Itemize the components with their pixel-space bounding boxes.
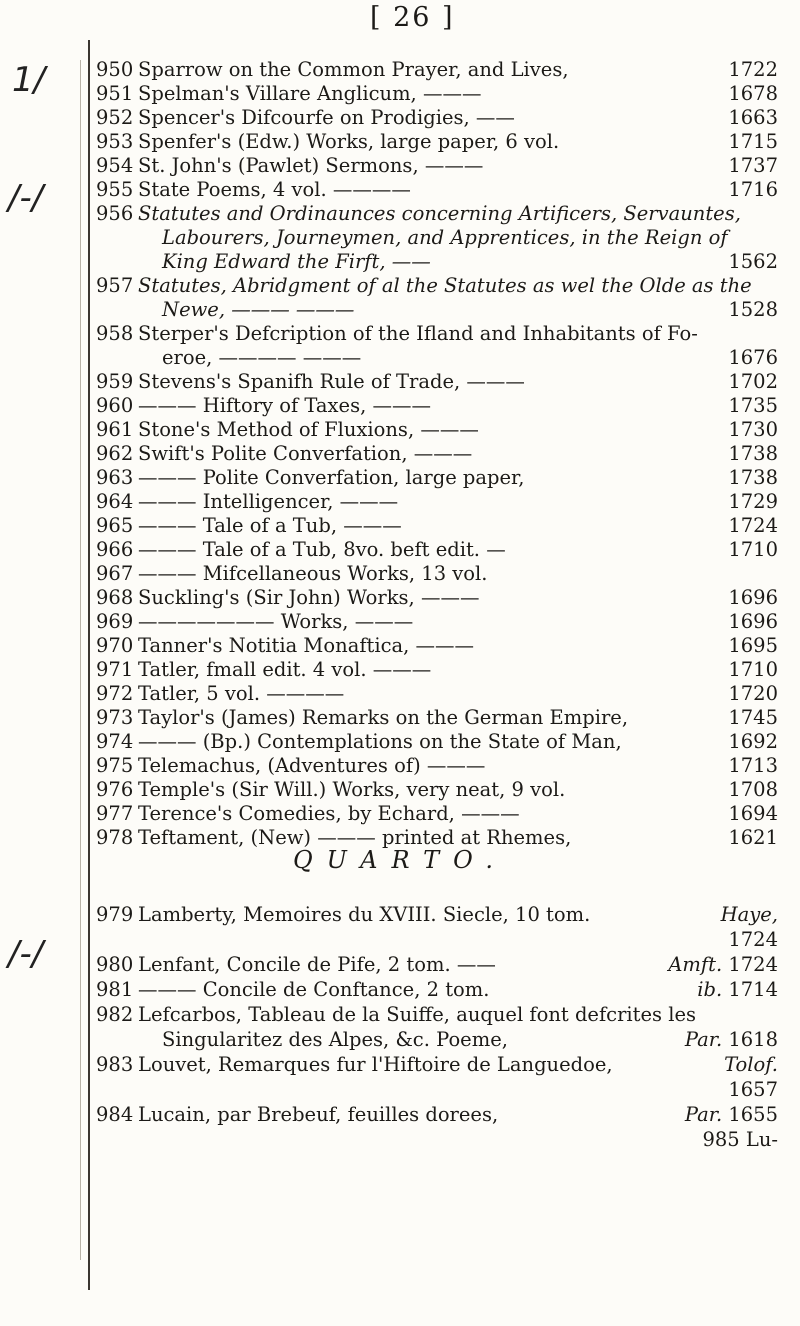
entry-year: 1735 xyxy=(728,394,778,417)
list-item xyxy=(96,977,778,1002)
entry-number: 980 xyxy=(96,953,134,976)
entry-year: 1737 xyxy=(728,154,778,177)
entry-year: 1724 xyxy=(728,514,778,537)
margin-mark: /-/ xyxy=(8,178,44,218)
entry-number: 969 xyxy=(96,610,134,633)
margin-mark: /-/ xyxy=(8,934,44,974)
entry-title: Lenfant, Concile de Pife, 2 tom. —— xyxy=(138,953,496,976)
entry-number: 953 xyxy=(96,130,134,153)
entry-place: Par. xyxy=(684,1028,723,1051)
entry-number: 959 xyxy=(96,370,134,393)
entry-number: 956 xyxy=(96,202,134,225)
entry-year: 1655 xyxy=(728,1103,778,1126)
entry-number: 963 xyxy=(96,466,134,489)
list-item xyxy=(96,274,778,322)
entry-title: Lucain, par Brebeuf, feuilles dorees, xyxy=(138,1103,499,1126)
entry-number: 979 xyxy=(96,903,134,926)
entry-title: ——————— Works, ——— xyxy=(138,610,414,633)
entry-title: ——— Hiftory of Taxes, ——— xyxy=(138,394,431,417)
margin-rule xyxy=(88,40,90,1290)
list-item xyxy=(96,106,778,130)
entry-title: Statutes and Ordinaunces concerning Artificers, Servauntes, xyxy=(138,202,741,225)
list-item xyxy=(96,178,778,202)
entry-title: Tanner's Notitia Monaftica, ——— xyxy=(138,634,475,657)
list-item xyxy=(96,1102,778,1127)
list-item xyxy=(96,754,778,778)
entry-title: Terence's Comedies, by Echard, ——— xyxy=(138,802,520,825)
list-item xyxy=(96,202,778,274)
entry-title: Spelman's Villare Anglicum, ——— xyxy=(138,82,482,105)
list-item xyxy=(96,778,778,802)
page-number: [ 26 ] xyxy=(370,2,455,33)
section-heading-quarto: QUARTO. xyxy=(292,846,508,874)
entry-number: 975 xyxy=(96,754,134,777)
quarto-entries xyxy=(96,902,778,1152)
entry-number: 962 xyxy=(96,442,134,465)
entry-number: 966 xyxy=(96,538,134,561)
list-item xyxy=(96,610,778,634)
entry-number: 951 xyxy=(96,82,134,105)
entry-year: 1713 xyxy=(728,754,778,777)
entry-year: 1708 xyxy=(728,778,778,801)
entry-title: Spenfer's (Edw.) Works, large paper, 6 vol. xyxy=(138,130,560,153)
entry-title: Stone's Method of Fluxions, ——— xyxy=(138,418,479,441)
entry-number: 974 xyxy=(96,730,134,753)
entry-title: Suckling's (Sir John) Works, ——— xyxy=(138,586,480,609)
entry-title: Teftament, (New) ——— printed at Rhemes, xyxy=(138,826,572,849)
entry-place: Amft. xyxy=(668,953,723,976)
entry-title: Temple's (Sir Will.) Works, very neat, 9 vol. xyxy=(138,778,566,801)
entry-year: 1692 xyxy=(728,730,778,753)
entry-continuation: Singularitez des Alpes, &c. Poeme, xyxy=(162,1028,508,1051)
entry-title: ——— Polite Converfation, large paper, xyxy=(138,466,525,489)
entry-title: Lamberty, Memoires du XVIII. Siecle, 10 tom. xyxy=(138,903,591,926)
entry-year: 1528 xyxy=(728,298,778,321)
list-item xyxy=(96,322,778,370)
entry-number: 981 xyxy=(96,978,134,1001)
entry-number: 977 xyxy=(96,802,134,825)
list-item xyxy=(96,682,778,706)
entry-year: 1722 xyxy=(728,58,778,81)
list-item xyxy=(96,952,778,977)
entry-number: 970 xyxy=(96,634,134,657)
entry-title: ——— Mifcellaneous Works, 13 vol. xyxy=(138,562,488,585)
entry-number: 955 xyxy=(96,178,134,201)
entry-title: Tatler, fmall edit. 4 vol. ——— xyxy=(138,658,432,681)
entry-number: 968 xyxy=(96,586,134,609)
list-item xyxy=(96,442,778,466)
list-item xyxy=(96,802,778,826)
entry-title: State Poems, 4 vol. ———— xyxy=(138,178,411,201)
list-item xyxy=(96,730,778,754)
entry-title: ——— Concile de Conftance, 2 tom. xyxy=(138,978,490,1001)
entry-year: 1696 xyxy=(728,586,778,609)
entry-title: Sterper's Defcription of the Ifland and Inhabitants of Fo- xyxy=(138,322,698,345)
entry-number: 972 xyxy=(96,682,134,705)
entry-number: 961 xyxy=(96,418,134,441)
entry-title: Telemachus, (Adventures of) ——— xyxy=(138,754,486,777)
entry-title: ——— Tale of a Tub, ——— xyxy=(138,514,402,537)
entry-year: 1715 xyxy=(728,130,778,153)
entry-year: 1657 xyxy=(728,1078,778,1101)
entry-title: Louvet, Remarques fur l'Hiftoire de Languedoe, xyxy=(138,1053,613,1076)
entry-continuation: King Edward the Firft, —— xyxy=(162,250,431,273)
entry-number: 973 xyxy=(96,706,134,729)
list-item xyxy=(96,586,778,610)
list-item xyxy=(96,154,778,178)
entry-title: Sparrow on the Common Prayer, and Lives, xyxy=(138,58,569,81)
entry-year: 1724 xyxy=(728,953,778,976)
entry-number: 976 xyxy=(96,778,134,801)
entry-year: 1730 xyxy=(728,418,778,441)
entry-number: 952 xyxy=(96,106,134,129)
entry-year: 1562 xyxy=(728,250,778,273)
entry-year: 1710 xyxy=(728,658,778,681)
entry-year: 1678 xyxy=(728,82,778,105)
margin-rule-faint xyxy=(80,60,81,1260)
entry-title: ——— Tale of a Tub, 8vo. beft edit. — xyxy=(138,538,506,561)
entry-title: St. John's (Pawlet) Sermons, ——— xyxy=(138,154,484,177)
entry-year: 1738 xyxy=(728,442,778,465)
list-item xyxy=(96,490,778,514)
entry-title: ——— Intelligencer, ——— xyxy=(138,490,399,513)
entry-continuation: eroe, ———— ——— xyxy=(162,346,362,369)
entry-number: 982 xyxy=(96,1003,134,1026)
entry-continuation: Labourers, Journeymen, and Apprentices, in the Reign of xyxy=(162,226,728,249)
entry-year: 1663 xyxy=(728,106,778,129)
entry-title: Stevens's Spanifh Rule of Trade, ——— xyxy=(138,370,525,393)
list-item xyxy=(96,634,778,658)
list-item xyxy=(96,82,778,106)
list-item xyxy=(96,514,778,538)
entry-number: 960 xyxy=(96,394,134,417)
entry-number: 965 xyxy=(96,514,134,537)
entry-number: 967 xyxy=(96,562,134,585)
entry-title: Tatler, 5 vol. ———— xyxy=(138,682,345,705)
entry-number: 957 xyxy=(96,274,134,297)
entry-continuation: Newe, ——— ——— xyxy=(162,298,355,321)
list-item xyxy=(96,706,778,730)
entry-place: Par. xyxy=(684,1103,723,1126)
entry-number: 950 xyxy=(96,58,134,81)
margin-mark: 1/ xyxy=(12,60,46,100)
list-item xyxy=(96,658,778,682)
entry-year: 1724 xyxy=(728,928,778,951)
entry-year: 1710 xyxy=(728,538,778,561)
entry-year: 1729 xyxy=(728,490,778,513)
list-item xyxy=(96,902,778,927)
entry-title: Lefcarbos, Tableau de la Suiffe, auquel font defcrites les xyxy=(138,1003,697,1026)
entry-place: Tolof. xyxy=(724,1053,778,1076)
list-item xyxy=(96,466,778,490)
list-item xyxy=(96,1002,778,1052)
entry-year: 1714 xyxy=(728,978,778,1001)
entry-year: 1694 xyxy=(728,802,778,825)
entry-year: 1695 xyxy=(728,634,778,657)
list-item xyxy=(96,130,778,154)
entry-title: ——— (Bp.) Contemplations on the State of Man, xyxy=(138,730,622,753)
entry-title: Spencer's Difcourfe on Prodigies, —— xyxy=(138,106,515,129)
entry-place: Haye, xyxy=(720,903,778,926)
entry-number: 983 xyxy=(96,1053,134,1076)
entry-year: 1696 xyxy=(728,610,778,633)
entry-year: 1716 xyxy=(728,178,778,201)
octavo-entries xyxy=(96,58,778,850)
entry-year: 1618 xyxy=(728,1028,778,1051)
list-item xyxy=(96,1052,778,1077)
entry-year: 1702 xyxy=(728,370,778,393)
list-item xyxy=(96,370,778,394)
catchword: 985 Lu- xyxy=(702,1128,778,1151)
list-item xyxy=(96,562,778,586)
entry-number: 971 xyxy=(96,658,134,681)
list-item xyxy=(96,538,778,562)
list-item xyxy=(96,394,778,418)
entry-title: Swift's Polite Converfation, ——— xyxy=(138,442,473,465)
list-item xyxy=(96,418,778,442)
entry-title: Statutes, Abridgment of al the Statutes as wel the Olde as the xyxy=(138,274,752,297)
entry-number: 978 xyxy=(96,826,134,849)
entry-year: 1745 xyxy=(728,706,778,729)
list-item xyxy=(96,1127,778,1152)
entry-place: ib. xyxy=(697,978,723,1001)
entry-number: 958 xyxy=(96,322,134,345)
entry-year: 1676 xyxy=(728,346,778,369)
entry-number: 984 xyxy=(96,1103,134,1126)
entry-title: Taylor's (James) Remarks on the German Empire, xyxy=(138,706,629,729)
entry-year: 1720 xyxy=(728,682,778,705)
entry-number: 954 xyxy=(96,154,134,177)
entry-year: 1738 xyxy=(728,466,778,489)
list-item xyxy=(96,1077,778,1102)
entry-year: 1621 xyxy=(728,826,778,849)
entry-number: 964 xyxy=(96,490,134,513)
list-item xyxy=(96,58,778,82)
list-item xyxy=(96,927,778,952)
